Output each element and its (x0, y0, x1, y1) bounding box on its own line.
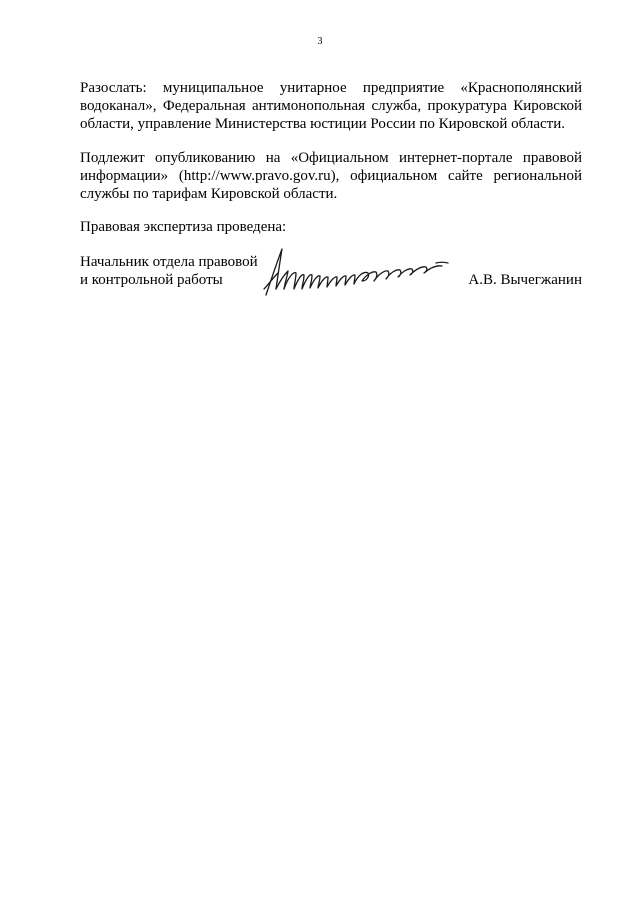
signature-block (80, 253, 582, 303)
distribution-paragraph (80, 79, 582, 133)
distribution-line: Разослать: муниципальное унитарное предприятие «Краснополянский (80, 80, 582, 96)
distribution-line: области, управление Министерства юстиции России по Кировской области. (80, 116, 566, 132)
signatory-position-line: Начальник отдела правовой (80, 254, 258, 270)
publication-line: Подлежит опубликованию на «Официальном интернет-портале правовой (80, 150, 582, 166)
publication-line: информации» (http://www.pravo.gov.ru), официальном сайте региональной (80, 168, 582, 184)
publication-paragraph (80, 149, 582, 203)
signatory-position-line: и контрольной работы (80, 272, 223, 288)
expertise-text: Правовая экспертиза проведена: (80, 219, 287, 235)
signatory-name: А.В. Вычегжанин (468, 272, 582, 288)
handwritten-signature (260, 245, 450, 297)
publication-line: службы по тарифам Кировской области. (80, 186, 338, 202)
page-number: 3 (317, 36, 323, 47)
signatory-position (80, 253, 258, 289)
distribution-line: водоканал», Федеральная антимонопольная служба, прокуратура Кировской (80, 98, 582, 114)
expertise-paragraph (80, 218, 582, 236)
